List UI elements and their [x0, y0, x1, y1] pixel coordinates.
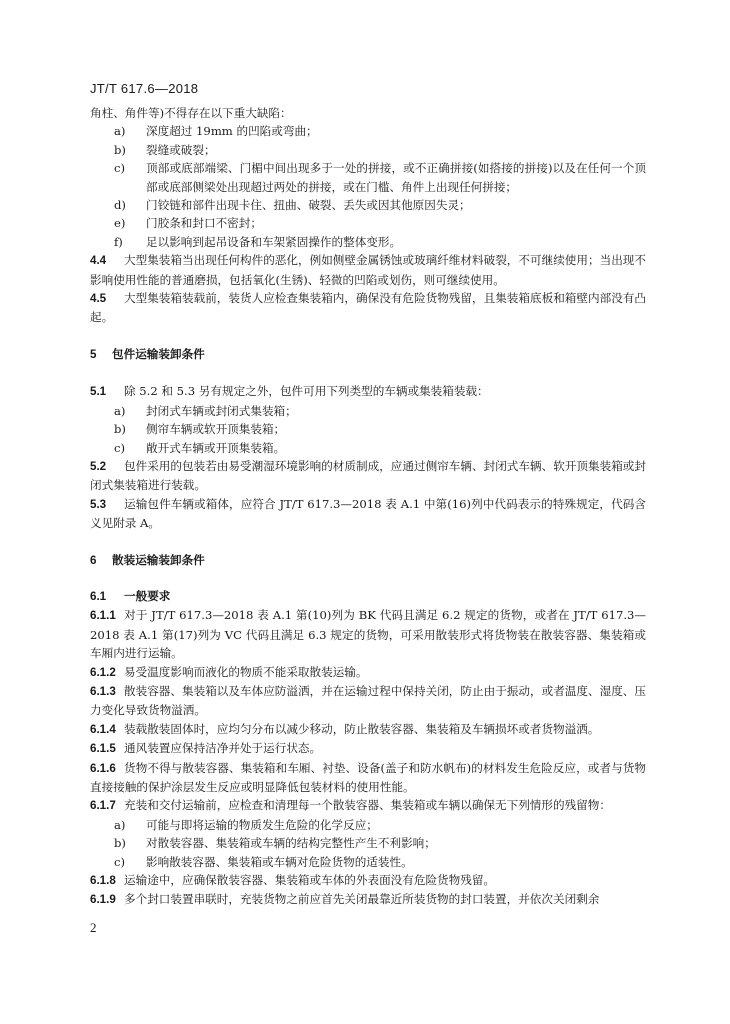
clause-6-1-6: 6.1.6 货物不得与散装容器、集装箱和车厢、衬垫、设备(盖子和防水帆布)的材料发生危险反应，或者与货物直接接触的保护涂层发生反应或明显降低包装材料的使用性能。: [90, 760, 646, 794]
list-item: d) 门铰链和部件出现卡住、扭曲、破裂、丢失或因其他原因失灵；: [114, 198, 471, 213]
continued-text: 角柱、角件等)不得存在以下重大缺陷：: [90, 106, 292, 120]
list-item: c) 影响散装容器、集装箱或车辆对危险货物的适装性。: [114, 854, 413, 869]
clause-5-1: 5.1 除 5.2 和 5.3 另有规定之外，包件可用下列类型的车辆或集装箱装载：: [90, 384, 489, 399]
list-item: e) 门胶条和封口不密封；: [114, 216, 262, 231]
list-item: b) 对散装容器、集装箱或车辆的结构完整性产生不利影响；: [114, 836, 436, 851]
page-body: [90, 104, 646, 910]
clause-5-2: 5.2 包件采用的包装若由易受潮湿环境影响的材质制成，应通过侧帘车辆、封闭式车辆、软开顶集装箱或封闭式集装箱进行装载。: [90, 458, 646, 493]
clause-6-1-2: 6.1.2 易受温度影响而液化的物质不能采取散装运输。: [90, 664, 368, 679]
clause-6-1-5: 6.1.5 通风装置应保持洁净并处于运行状态。: [90, 741, 322, 756]
section-6-heading: 6 散装运输装卸条件: [90, 553, 205, 567]
list-item: b) 裂缝或破裂；: [114, 142, 216, 157]
list-item: c) 顶部或底部端梁、门楣中间出现多于一处的拼接，或不正确拼接(如搭接的拼接)以及在任何一个顶部或底部侧梁处出现超过两处的拼接，或在门槛、角件上出现任何拼接；: [114, 161, 646, 194]
clause-4-4: 4.4 大型集装箱当出现任何构件的恶化，例如侧壁金属锈蚀或玻璃纤维材料破裂，不可继续使用；当出现不影响使用性能的普通磨损，包括氧化(生锈)、轻微的凹陷或划伤，则可继续使用。: [90, 253, 646, 287]
section-5-heading: 5 包件运输装卸条件: [90, 347, 205, 361]
clause-4-5: 4.5 大型集装箱装载前，装货人应检查集装箱内，确保没有危险货物残留，且集装箱底板和箱壁内部没有凸起。: [90, 291, 646, 325]
clause-5-3: 5.3 运输包件车辆或箱体，应符合 JT/T 617.3—2018 表 A.1 中第(16)列中代码表示的特殊规定，代码含义见附录 A。: [90, 496, 646, 531]
list-item: a) 封闭式车辆或封闭式集装箱；: [114, 403, 297, 418]
list-item: a) 深度超过 19mm 的凹陷或弯曲；: [114, 124, 318, 139]
list-item: c) 敞开式车辆或开顶集装箱。: [114, 440, 286, 455]
clause-6-1-9: 6.1.9 多个封口装置串联时，充装货物之前应首先关闭最靠近所装货物的封口装置，并依次关闭剩余: [90, 892, 600, 907]
section-6-1-heading: 6.1 一般要求: [90, 589, 171, 603]
list-item: b) 侧帘车辆或软开顶集装箱；: [114, 422, 286, 437]
clause-6-1-8: 6.1.8 运输途中，应确保散装容器、集装箱或车体的外表面没有危险货物残留。: [90, 873, 496, 888]
clause-6-1-3: 6.1.3 散装容器、集装箱以及车体应防溢洒，并在运输过程中保持关闭，防止由于振动，或者温度、湿度、压力变化导致货物溢洒。: [90, 683, 646, 718]
standard-number: JT/T 617.6—2018: [90, 81, 199, 96]
clause-6-1-4: 6.1.4 装载散装固体时，应均匀分布以减少移动，防止散装容器、集装箱及车辆损坏或者货物溢洒。: [90, 721, 600, 736]
clause-6-1-7: 6.1.7 充装和交付运输前，应检查和清理每一个散装容器、集装箱或车辆以确保无下列情形的残留物：: [90, 798, 611, 813]
list-item: a) 可能与即将运输的物质发生危险的化学反应；: [114, 817, 378, 832]
page-number: 2: [90, 920, 97, 935]
clause-6-1-1: 6.1.1 对于 JT/T 617.3—2018 表 A.1 第(10)列为 BK 代码且满足 6.2 规定的货物，或者在 JT/T 617.3—2018 表 A.1 第(17)列为 VC 代码且满足 6.3 规定的货物，可采用散装形式将货物装在散装容器、集装箱或车厢内进行运输。: [90, 608, 646, 661]
list-item: f) 足以影响到起吊设备和车架紧固操作的整体变形。: [114, 234, 402, 249]
